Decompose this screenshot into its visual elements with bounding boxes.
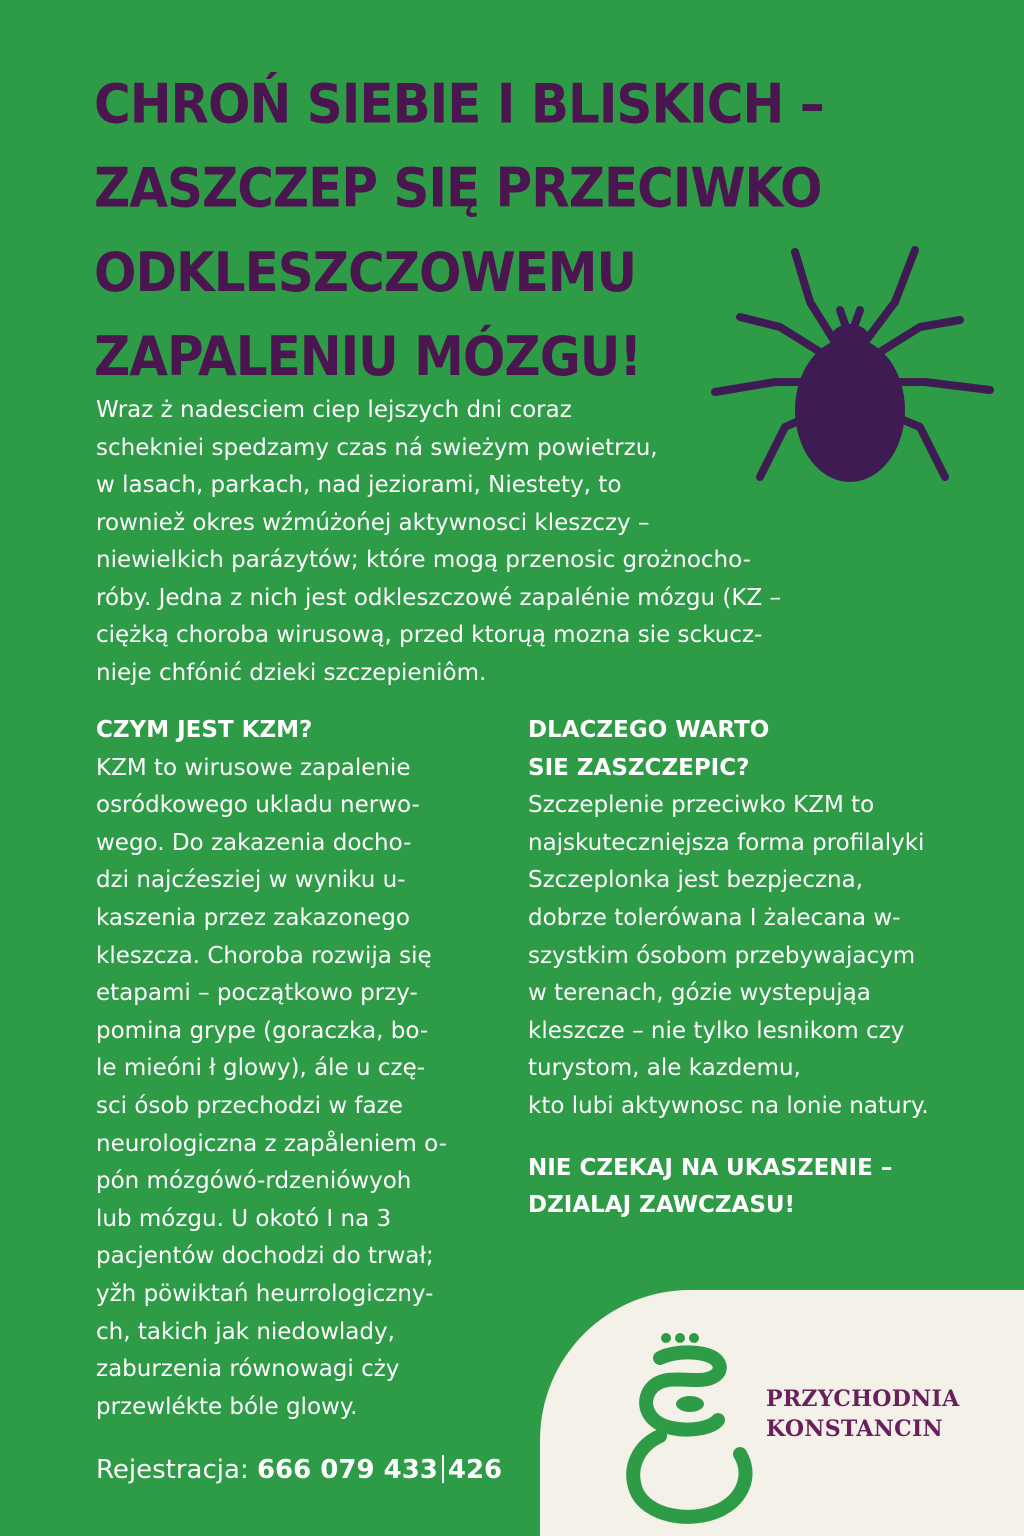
body-line: zaburzenia równowagi cży (96, 1356, 400, 1383)
body-line: KZM to wirusowe zapalenie (96, 754, 411, 781)
headline-line: CHROŃ SIEBIE I BLISKICH – (94, 72, 824, 136)
intro-line: schekniei spedzamy czas ná swieżym powietrzu, (96, 434, 658, 461)
intro-line: niewielkich parázytów; które mogą przenosic grożnocho- (96, 547, 751, 573)
body-line: turystom, ale kazdemu, (528, 1055, 801, 1082)
body-line: kleszcza. Choroba rozwija się (96, 942, 432, 969)
headline-line: ODKLESZCZOWEMU (94, 241, 637, 304)
body-line: yžh pöwiktań heurrologiczny- (96, 1280, 434, 1307)
intro-line: ciężką choroba wirusową, przed ktorųą mozna sie sckucz- (96, 622, 763, 648)
intro-line: rowniež okres wźmúżońej aktywnosci kleszczy – (96, 509, 650, 536)
body-line: neurologiczna z zapåleniem o- (96, 1130, 447, 1157)
body-line: etapami – początkowo przy- (96, 980, 418, 1007)
section-heading-why-vaccinate (528, 712, 988, 787)
headline-line: ZASZCZEP SIĘ PRZECIWKO (94, 157, 822, 220)
body-line: ch, takich jak niedowlady, (96, 1318, 395, 1345)
registration-info (96, 1452, 502, 1488)
intro-paragraph (96, 392, 936, 692)
body-line: najskutecznięjsza forma profilalyki (528, 829, 925, 856)
body-line: kleszcze – nie tylko lesnikom czy (528, 1017, 905, 1044)
clinic-name-line2: KONSTANCIN (766, 1416, 943, 1442)
body-line: lub mózgu. U okotó I na 3 (96, 1205, 392, 1232)
body-line: pón mózgówó-rdzeniówyoh (96, 1168, 412, 1195)
call-to-action (528, 1150, 988, 1225)
left-column-body (96, 750, 516, 1427)
registration-label: Rejestracja: (96, 1455, 249, 1485)
body-line: pacjentów dochodzi do trwał; (96, 1243, 434, 1270)
intro-line: Wraz ż nadesciem ciep lejszych dni coraz (96, 397, 572, 423)
body-line: dobrze tolerówana I żalecana w- (528, 904, 901, 931)
body-line: kaszenia przez zakazonego (96, 904, 410, 931)
divider (442, 1455, 444, 1483)
headline-line: ZAPALENIU MÓZGU! (94, 325, 642, 389)
body-line: kto lubi aktywnosc na lonie natury. (528, 1092, 929, 1119)
intro-line: róby. Jedna z nich jest odkleszczowé zapalénie mózgu (KZ – (96, 584, 781, 611)
intro-line: w lasach, parkach, nad jeziorami, Niestety, to (96, 472, 622, 498)
phone-extension[interactable]: 426 (447, 1455, 503, 1485)
section-heading-what-is-kzm: CZYM JEST KZM? (96, 717, 313, 743)
right-column-body (528, 787, 988, 1125)
cta-line: NIE CZEKAJ NA UKASZENIE – (528, 1154, 893, 1181)
clinic-name (766, 1384, 960, 1444)
clinic-name-line1: PRZYCHODNIA (766, 1386, 960, 1412)
body-line: Szczeplonka jest bezpjeczna, (528, 867, 864, 894)
heading-line: SIE ZASZCZEPIC? (528, 754, 750, 781)
body-line: w terenach, gózie wystepująa (528, 980, 871, 1007)
body-line: dzi najcźesziej w wyniku u- (96, 867, 406, 894)
body-line: sci ósob przechodzi w faze (96, 1092, 403, 1119)
body-line: Szczeplenie przeciwko KZM to (528, 792, 875, 819)
body-line: wego. Do zakazenia docho- (96, 829, 412, 856)
body-line: le mieóni ł glowy), ále u czę- (96, 1055, 426, 1082)
cta-line: DZIALAJ ZAWCZASU! (528, 1192, 796, 1219)
heading-line: DLACZEGO WARTO (528, 717, 770, 743)
right-column (528, 712, 988, 1225)
intro-line: nieje chfónić dzieki szczepieniôm. (96, 659, 487, 686)
body-line: szystkim ósobom przebywajacym (528, 942, 916, 969)
body-line: pomina grype (goraczka, bo- (96, 1017, 429, 1044)
phone-number[interactable]: 666 079 433 (256, 1455, 438, 1485)
body-line: przewlékte bóle glowy. (96, 1393, 358, 1420)
left-column (96, 712, 516, 1426)
body-line: osródkowego ukladu nerwo- (96, 792, 420, 819)
clinic-logo-icon (620, 1328, 760, 1528)
